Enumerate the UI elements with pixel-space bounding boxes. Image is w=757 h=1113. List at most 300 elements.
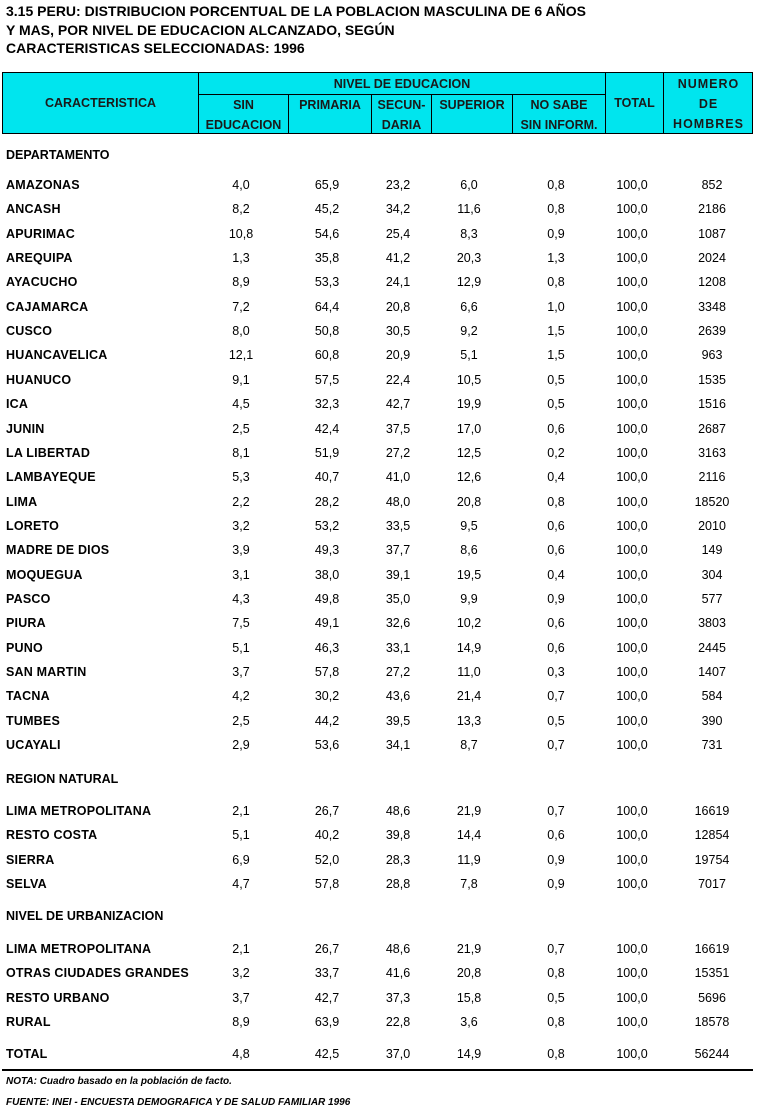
- cell-value: 2186: [698, 202, 726, 216]
- cell-value: 43,6: [385, 689, 411, 703]
- cell-value: 65,9: [314, 178, 340, 192]
- table-note: NOTA: Cuadro basado en la población de facto.: [6, 1076, 232, 1087]
- cell-value: 9,2: [460, 324, 478, 338]
- cell-value: 0,7: [547, 738, 565, 752]
- cell-value: 10,2: [456, 616, 482, 630]
- table-row: [0, 419, 757, 439]
- cell-value: 12854: [694, 828, 730, 842]
- cell-value: 100,0: [616, 397, 648, 411]
- cell-value: 0,9: [547, 592, 565, 606]
- row-label: PIURA: [6, 616, 46, 630]
- cell-value: 18520: [694, 495, 730, 509]
- cell-value: 100,0: [616, 324, 648, 338]
- cell-value: 0,6: [547, 616, 565, 630]
- cell-value: 12,1: [228, 348, 254, 362]
- cell-value: 19,9: [456, 397, 482, 411]
- cell-value: 12,6: [456, 470, 482, 484]
- cell-value: 10,5: [456, 373, 482, 387]
- cell-value: 2,1: [232, 804, 250, 818]
- cell-value: 100,0: [616, 446, 648, 460]
- cell-value: 100,0: [616, 422, 648, 436]
- cell-value: 2,9: [232, 738, 250, 752]
- cell-value: 9,9: [460, 592, 478, 606]
- cell-value: 49,3: [314, 543, 340, 557]
- cell-value: 100,0: [616, 828, 648, 842]
- cell-value: 731: [701, 738, 723, 752]
- table-row: [0, 516, 757, 536]
- cell-value: 5,1: [232, 828, 250, 842]
- cell-value: 0,8: [547, 1047, 565, 1061]
- cell-value: 33,1: [385, 641, 411, 655]
- cell-value: 100,0: [616, 348, 648, 362]
- cell-value: 11,0: [457, 665, 481, 679]
- header-no-sabe: NO SABE SIN INFORM.: [520, 98, 598, 132]
- cell-value: 100,0: [616, 592, 648, 606]
- cell-value: 0,4: [547, 470, 565, 484]
- row-label: TOTAL: [6, 1047, 48, 1061]
- section-heading: [0, 769, 757, 789]
- cell-value: 32,3: [314, 397, 340, 411]
- header-primaria: PRIMARIA: [299, 98, 361, 112]
- cell-value: 51,9: [314, 446, 340, 460]
- row-label: SAN MARTIN: [6, 665, 87, 679]
- header-sin-educacion: SIN EDUCACION: [205, 98, 282, 132]
- cell-value: 100,0: [616, 804, 648, 818]
- cell-value: 38,0: [314, 568, 340, 582]
- cell-value: 8,9: [232, 1015, 250, 1029]
- cell-value: 7,8: [460, 877, 478, 891]
- cell-value: 42,5: [314, 1047, 340, 1061]
- cell-value: 49,1: [314, 616, 340, 630]
- cell-value: 3803: [698, 616, 726, 630]
- header-numero-hombres: NUMERO DE HOMBRES: [673, 77, 744, 131]
- cell-value: 14,9: [456, 1047, 482, 1061]
- table-row: [0, 711, 757, 731]
- cell-value: 100,0: [616, 373, 648, 387]
- row-label: JUNIN: [6, 422, 45, 436]
- cell-value: 4,3: [232, 592, 250, 606]
- table-row: [0, 565, 757, 585]
- cell-value: 0,8: [547, 202, 565, 216]
- section-title: REGION NATURAL: [6, 772, 119, 786]
- cell-value: 0,9: [547, 877, 565, 891]
- cell-value: 34,1: [385, 738, 411, 752]
- cell-value: 2445: [698, 641, 726, 655]
- cell-value: 100,0: [616, 714, 648, 728]
- cell-value: 3,2: [232, 519, 250, 533]
- cell-value: 5,1: [232, 641, 250, 655]
- cell-value: 14,4: [456, 828, 482, 842]
- cell-value: 37,3: [385, 991, 411, 1005]
- cell-value: 100,0: [616, 519, 648, 533]
- cell-value: 28,3: [385, 853, 411, 867]
- row-label: CAJAMARCA: [6, 300, 89, 314]
- cell-value: 0,6: [547, 828, 565, 842]
- cell-value: 100,0: [616, 227, 648, 241]
- cell-value: 49,8: [314, 592, 340, 606]
- cell-value: 4,5: [232, 397, 250, 411]
- cell-value: 35,8: [314, 251, 340, 265]
- table-row: [0, 248, 757, 268]
- cell-value: 100,0: [616, 665, 648, 679]
- cell-value: 44,2: [314, 714, 340, 728]
- row-label: APURIMAC: [6, 227, 75, 241]
- cell-value: 57,5: [314, 373, 340, 387]
- cell-value: 5696: [698, 991, 726, 1005]
- row-label: UCAYALI: [6, 738, 61, 752]
- cell-value: 4,0: [232, 178, 250, 192]
- cell-value: 11,9: [457, 853, 481, 867]
- cell-value: 0,2: [547, 446, 565, 460]
- cell-value: 56244: [694, 1047, 730, 1061]
- cell-value: 20,9: [385, 348, 411, 362]
- cell-value: 23,2: [385, 178, 411, 192]
- cell-value: 577: [701, 592, 723, 606]
- row-label: LORETO: [6, 519, 60, 533]
- cell-value: 9,1: [232, 373, 250, 387]
- cell-value: 7,5: [232, 616, 250, 630]
- cell-value: 24,1: [385, 275, 411, 289]
- cell-value: 1208: [698, 275, 726, 289]
- section-heading: [0, 145, 757, 165]
- cell-value: 26,7: [314, 942, 340, 956]
- cell-value: 8,2: [232, 202, 250, 216]
- cell-value: 0,6: [547, 641, 565, 655]
- cell-value: 2010: [698, 519, 726, 533]
- cell-value: 390: [701, 714, 723, 728]
- row-label: CUSCO: [6, 324, 53, 338]
- row-label: TACNA: [6, 689, 50, 703]
- row-label: RESTO URBANO: [6, 991, 110, 1005]
- cell-value: 100,0: [616, 991, 648, 1005]
- cell-value: 100,0: [616, 470, 648, 484]
- row-label: TUMBES: [6, 714, 60, 728]
- table-row: [0, 801, 757, 821]
- cell-value: 48,6: [385, 942, 411, 956]
- table-row: [0, 735, 757, 755]
- cell-value: 584: [701, 689, 723, 703]
- row-label: MADRE DE DIOS: [6, 543, 110, 557]
- cell-value: 4,2: [232, 689, 250, 703]
- cell-value: 4,8: [232, 1047, 250, 1061]
- cell-value: 3,1: [232, 568, 250, 582]
- title-line-2: Y MAS, POR NIVEL DE EDUCACION ALCANZADO, SEGÚN: [6, 21, 395, 38]
- cell-value: 15351: [694, 966, 730, 980]
- cell-value: 32,6: [385, 616, 411, 630]
- cell-value: 2687: [698, 422, 726, 436]
- cell-value: 41,0: [385, 470, 411, 484]
- cell-value: 42,7: [314, 991, 340, 1005]
- table-row: [0, 394, 757, 414]
- cell-value: 50,8: [314, 324, 340, 338]
- row-label: PUNO: [6, 641, 43, 655]
- cell-value: 100,0: [616, 251, 648, 265]
- cell-value: 100,0: [616, 495, 648, 509]
- cell-value: 53,3: [314, 275, 340, 289]
- cell-value: 15,8: [456, 991, 482, 1005]
- cell-value: 41,6: [385, 966, 411, 980]
- row-label: ANCASH: [6, 202, 61, 216]
- cell-value: 100,0: [616, 202, 648, 216]
- title-line-3: CARACTERISTICAS SELECCIONADAS: 1996: [6, 40, 305, 56]
- cell-value: 0,6: [547, 422, 565, 436]
- cell-value: 30,2: [314, 689, 340, 703]
- cell-value: 1,5: [547, 348, 565, 362]
- table-row: [0, 825, 757, 845]
- table-row: [0, 443, 757, 463]
- cell-value: 54,6: [314, 227, 340, 241]
- cell-value: 12,9: [456, 275, 482, 289]
- cell-value: 53,6: [314, 738, 340, 752]
- cell-value: 100,0: [616, 641, 648, 655]
- cell-value: 3,2: [232, 966, 250, 980]
- cell-value: 39,8: [385, 828, 411, 842]
- cell-value: 33,7: [314, 966, 340, 980]
- cell-value: 100,0: [616, 178, 648, 192]
- cell-value: 100,0: [616, 853, 648, 867]
- table-row: [0, 963, 757, 983]
- cell-value: 0,5: [547, 714, 565, 728]
- row-label: RURAL: [6, 1015, 51, 1029]
- cell-value: 1,5: [547, 324, 565, 338]
- cell-value: 20,8: [456, 966, 482, 980]
- cell-value: 40,2: [314, 828, 340, 842]
- table-row: [0, 589, 757, 609]
- cell-value: 8,7: [460, 738, 478, 752]
- cell-value: 10,8: [228, 227, 254, 241]
- cell-value: 8,6: [460, 543, 478, 557]
- section-title: DEPARTAMENTO: [6, 148, 110, 162]
- cell-value: 20,8: [456, 495, 482, 509]
- cell-value: 13,3: [456, 714, 482, 728]
- cell-value: 8,9: [232, 275, 250, 289]
- table-row: [0, 988, 757, 1008]
- cell-value: 852: [701, 178, 723, 192]
- cell-value: 14,9: [456, 641, 482, 655]
- cell-value: 100,0: [616, 738, 648, 752]
- row-label: ICA: [6, 397, 29, 411]
- header-total: TOTAL: [614, 96, 655, 110]
- table-row: [0, 638, 757, 658]
- cell-value: 2,1: [232, 942, 250, 956]
- cell-value: 3,7: [232, 991, 250, 1005]
- cell-value: 0,7: [547, 804, 565, 818]
- cell-value: 0,6: [547, 543, 565, 557]
- cell-value: 20,8: [385, 300, 411, 314]
- cell-value: 42,4: [314, 422, 340, 436]
- cell-value: 963: [701, 348, 723, 362]
- cell-value: 18578: [694, 1015, 730, 1029]
- cell-value: 0,7: [547, 689, 565, 703]
- row-label: LIMA METROPOLITANA: [6, 942, 152, 956]
- cell-value: 0,8: [547, 966, 565, 980]
- row-label: AREQUIPA: [6, 251, 73, 265]
- cell-value: 8,0: [232, 324, 250, 338]
- cell-value: 45,2: [314, 202, 340, 216]
- cell-value: 46,3: [314, 641, 340, 655]
- cell-value: 100,0: [616, 543, 648, 557]
- cell-value: 60,8: [314, 348, 340, 362]
- cell-value: 16619: [694, 942, 730, 956]
- cell-value: 0,6: [547, 519, 565, 533]
- cell-value: 1407: [698, 665, 726, 679]
- cell-value: 100,0: [616, 568, 648, 582]
- cell-value: 2116: [698, 470, 726, 484]
- cell-value: 40,7: [314, 470, 340, 484]
- table-row: [0, 199, 757, 219]
- table-row: [0, 662, 757, 682]
- table-row: [0, 492, 757, 512]
- cell-value: 2,5: [232, 714, 250, 728]
- cell-value: 21,9: [456, 804, 482, 818]
- cell-value: 100,0: [616, 1015, 648, 1029]
- cell-value: 6,9: [232, 853, 250, 867]
- cell-value: 5,1: [460, 348, 478, 362]
- cell-value: 35,0: [385, 592, 411, 606]
- cell-value: 8,1: [232, 446, 250, 460]
- cell-value: 100,0: [616, 1047, 648, 1061]
- row-label: LA LIBERTAD: [6, 446, 91, 460]
- table-row: [0, 370, 757, 390]
- cell-value: 22,4: [385, 373, 411, 387]
- cell-value: 1516: [698, 397, 726, 411]
- cell-value: 30,5: [385, 324, 411, 338]
- cell-value: 0,5: [547, 397, 565, 411]
- cell-value: 12,5: [456, 446, 482, 460]
- cell-value: 1,3: [232, 251, 250, 265]
- cell-value: 1535: [698, 373, 726, 387]
- cell-value: 22,8: [385, 1015, 411, 1029]
- row-label: RESTO COSTA: [6, 828, 98, 842]
- cell-value: 3,7: [232, 665, 250, 679]
- cell-value: 3,6: [460, 1015, 478, 1029]
- table-row: [0, 467, 757, 487]
- cell-value: 26,7: [314, 804, 340, 818]
- cell-value: 37,7: [385, 543, 411, 557]
- cell-value: 0,4: [547, 568, 565, 582]
- cell-value: 33,5: [385, 519, 411, 533]
- cell-value: 42,7: [385, 397, 411, 411]
- table-row: [0, 175, 757, 195]
- cell-value: 100,0: [616, 966, 648, 980]
- cell-value: 20,3: [456, 251, 482, 265]
- cell-value: 304: [701, 568, 723, 582]
- footer-rule: [2, 1069, 753, 1071]
- cell-value: 1,0: [547, 300, 565, 314]
- cell-value: 2639: [698, 324, 726, 338]
- cell-value: 57,8: [314, 665, 340, 679]
- cell-value: 27,2: [385, 665, 411, 679]
- table-row: [0, 686, 757, 706]
- cell-value: 0,9: [547, 853, 565, 867]
- cell-value: 6,0: [460, 178, 478, 192]
- cell-value: 37,0: [385, 1047, 411, 1061]
- cell-value: 19,5: [456, 568, 482, 582]
- cell-value: 11,6: [457, 202, 481, 216]
- cell-value: 1087: [698, 227, 726, 241]
- row-label: MOQUEGUA: [6, 568, 83, 582]
- table-row: [0, 1044, 757, 1064]
- table-source: FUENTE: INEI - ENCUESTA DEMOGRAFICA Y DE SALUD FAMILIAR 1996: [6, 1097, 351, 1108]
- cell-value: 0,8: [547, 1015, 565, 1029]
- cell-value: 64,4: [314, 300, 340, 314]
- cell-value: 0,8: [547, 275, 565, 289]
- cell-value: 21,9: [456, 942, 482, 956]
- cell-value: 3348: [698, 300, 726, 314]
- cell-value: 0,9: [547, 227, 565, 241]
- row-label: PASCO: [6, 592, 51, 606]
- header-nivel-educacion: NIVEL DE EDUCACION: [333, 77, 471, 91]
- cell-value: 34,2: [385, 202, 411, 216]
- cell-value: 100,0: [616, 942, 648, 956]
- table-row: [0, 297, 757, 317]
- table-row: [0, 345, 757, 365]
- row-label: SIERRA: [6, 853, 55, 867]
- cell-value: 8,3: [460, 227, 478, 241]
- row-label: AMAZONAS: [6, 178, 80, 192]
- cell-value: 3163: [698, 446, 726, 460]
- header-superior: SUPERIOR: [439, 98, 505, 112]
- cell-value: 48,0: [385, 495, 411, 509]
- section-title: NIVEL DE URBANIZACION: [6, 909, 164, 923]
- cell-value: 21,4: [456, 689, 482, 703]
- table-row: [0, 321, 757, 341]
- cell-value: 0,5: [547, 373, 565, 387]
- cell-value: 28,2: [314, 495, 340, 509]
- cell-value: 52,0: [314, 853, 340, 867]
- cell-value: 5,3: [232, 470, 250, 484]
- cell-value: 3,9: [232, 543, 250, 557]
- cell-value: 16619: [694, 804, 730, 818]
- cell-value: 48,6: [385, 804, 411, 818]
- cell-value: 100,0: [616, 689, 648, 703]
- row-label: OTRAS CIUDADES GRANDES: [6, 966, 189, 980]
- cell-value: 19754: [694, 853, 730, 867]
- header-caracteristica: CARACTERISTICA: [44, 96, 157, 110]
- cell-value: 1,3: [547, 251, 565, 265]
- row-label: AYACUCHO: [6, 275, 78, 289]
- cell-value: 100,0: [616, 300, 648, 314]
- cell-value: 6,6: [460, 300, 478, 314]
- table-row: [0, 850, 757, 870]
- cell-value: 2,5: [232, 422, 250, 436]
- table-row: [0, 874, 757, 894]
- row-label: LAMBAYEQUE: [6, 470, 96, 484]
- cell-value: 2024: [698, 251, 726, 265]
- table-row: [0, 613, 757, 633]
- cell-value: 9,5: [460, 519, 478, 533]
- cell-value: 7,2: [232, 300, 250, 314]
- table-row: [0, 1012, 757, 1032]
- cell-value: 100,0: [616, 616, 648, 630]
- row-label: HUANUCO: [6, 373, 72, 387]
- cell-value: 41,2: [385, 251, 411, 265]
- cell-value: 100,0: [616, 275, 648, 289]
- cell-value: 7017: [698, 877, 726, 891]
- page-title: [6, 2, 586, 58]
- section-heading: [0, 906, 757, 926]
- cell-value: 53,2: [314, 519, 340, 533]
- cell-value: 25,4: [385, 227, 411, 241]
- cell-value: 39,5: [385, 714, 411, 728]
- cell-value: 2,2: [232, 495, 250, 509]
- title-line-1: 3.15 PERU: DISTRIBUCION PORCENTUAL DE LA POBLACION MASCULINA DE 6 AÑOS: [6, 3, 587, 19]
- cell-value: 0,8: [547, 178, 565, 192]
- table-row: [0, 224, 757, 244]
- cell-value: 27,2: [385, 446, 411, 460]
- table-header: [2, 72, 753, 134]
- row-label: HUANCAVELICA: [6, 348, 108, 362]
